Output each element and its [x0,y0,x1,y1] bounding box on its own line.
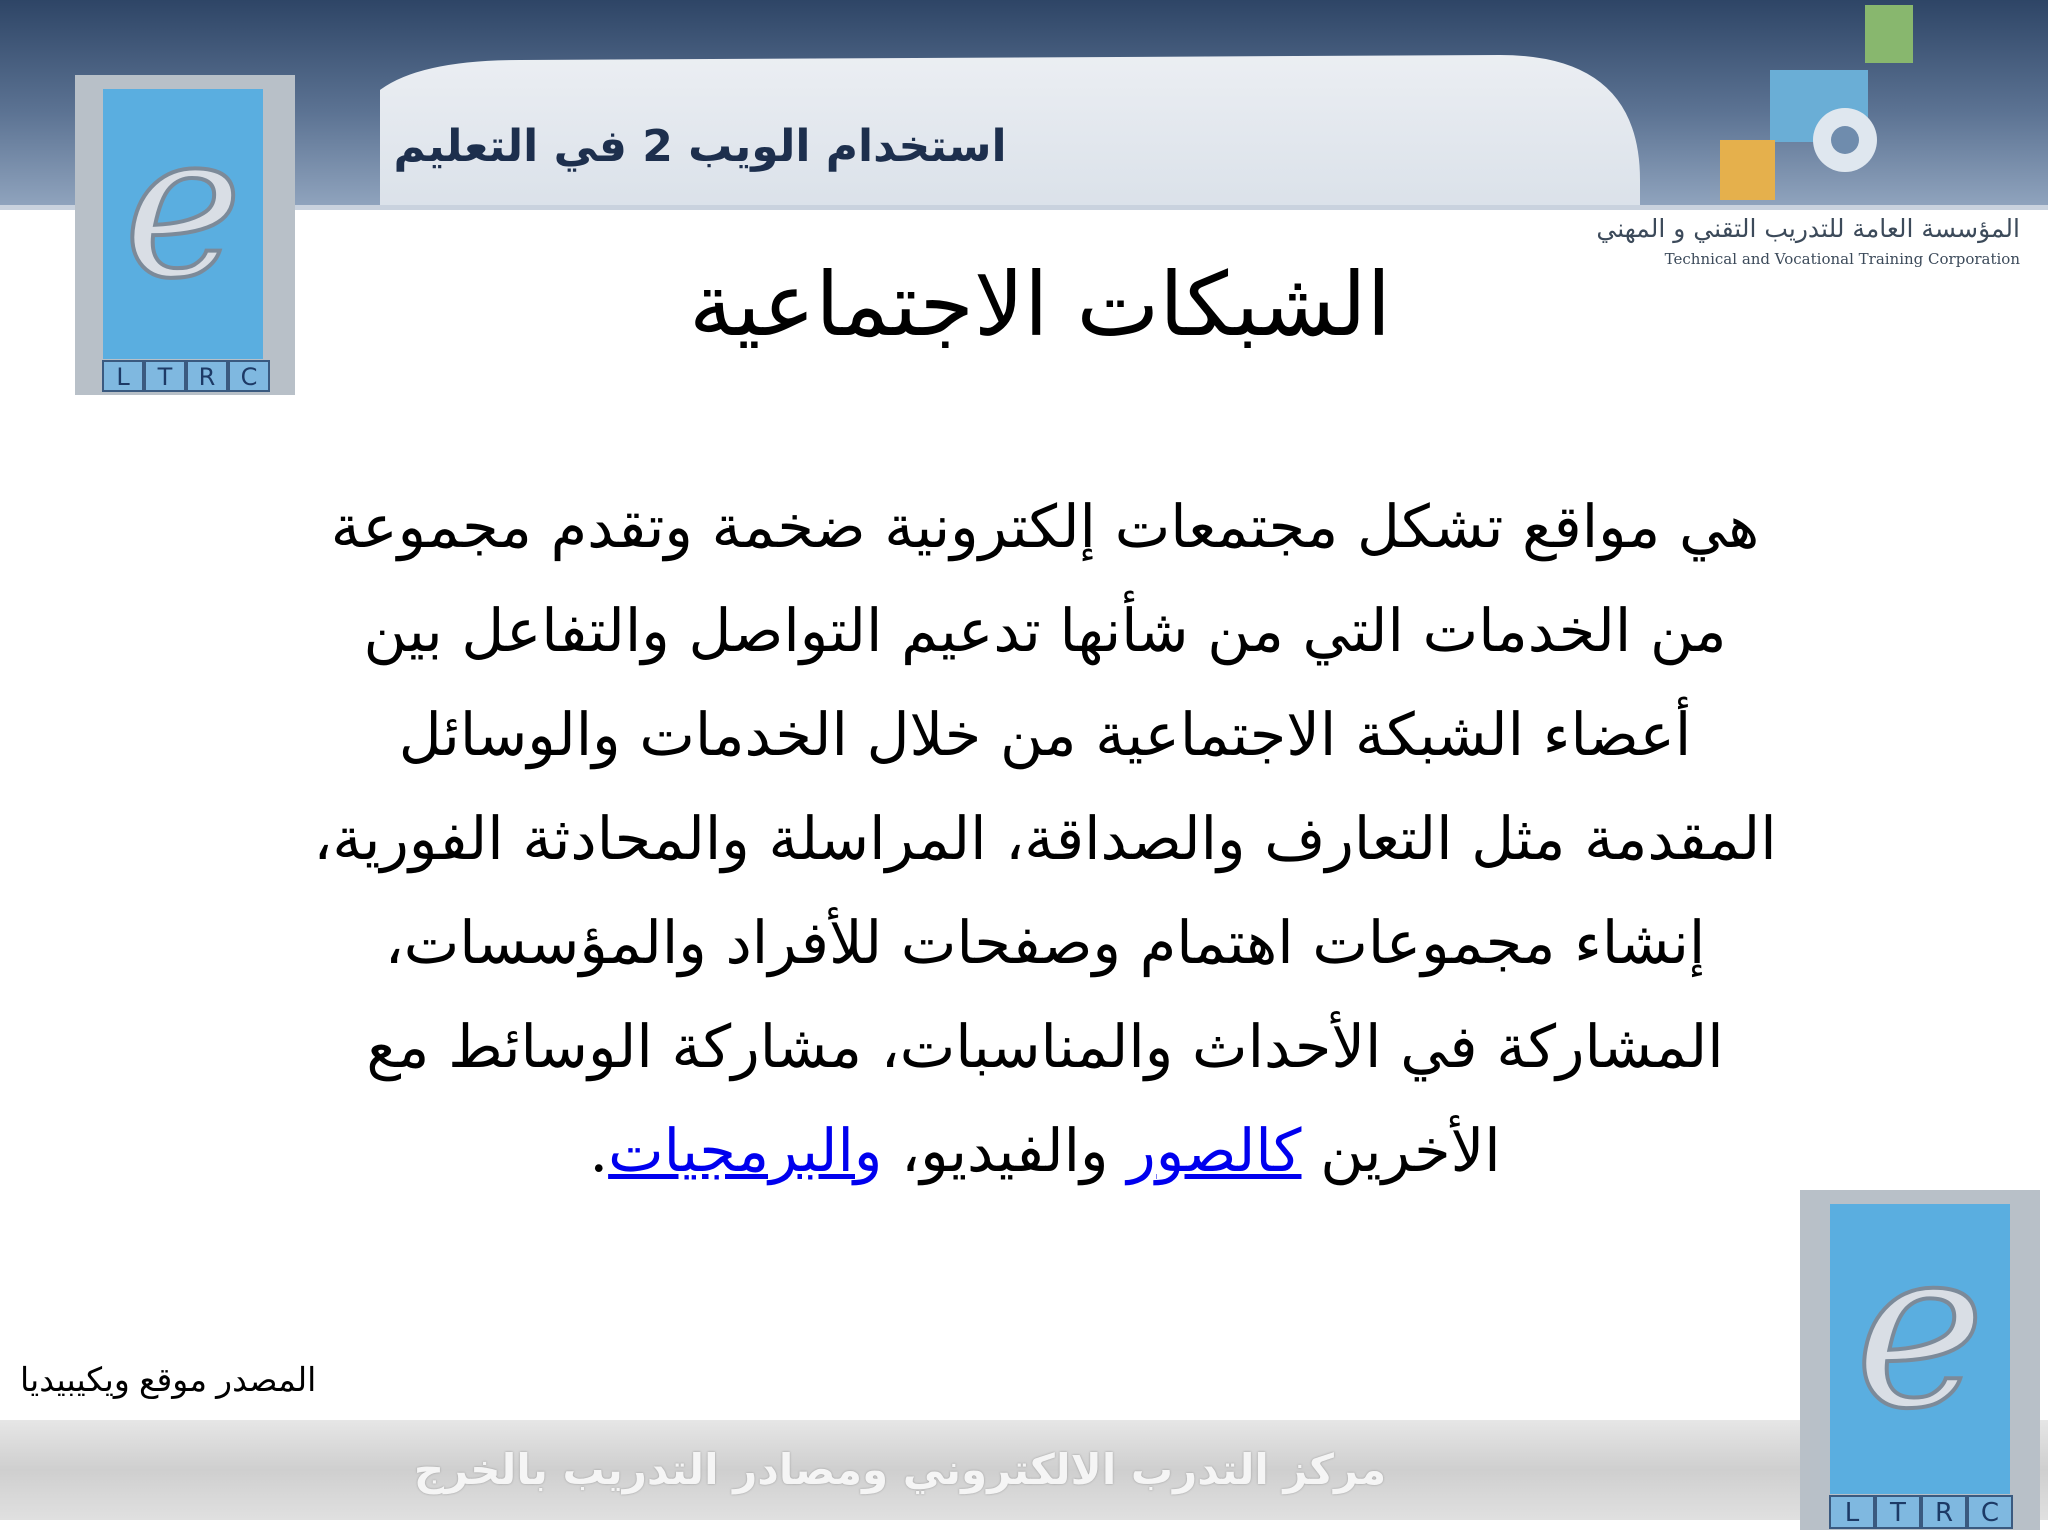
header-title: استخدام الويب 2 في التعليم [393,121,1007,172]
body-line: أعضاء الشبكة الاجتماعية من خلال الخدمات والوسائل [398,700,1692,769]
body-line: المشاركة في الأحداث والمناسبات، مشاركة الوسائط مع [366,1012,1724,1081]
photos-link[interactable]: كالصور [1127,1116,1302,1185]
ltrc-logo [75,75,295,395]
corporation-logo [1710,0,1930,210]
logo-letter: e [1854,1201,1986,1457]
logo-letter-r: R [198,363,216,391]
logo-letter-t: T [1890,1498,1906,1528]
body-text-middle: والفيديو، [901,1116,1109,1185]
body-line: من الخدمات التي من شأنها تدعيم التواصل والتفاعل بين [363,596,1727,665]
body-text-start: الأخرين [1320,1116,1501,1185]
logo-letter-c: C [240,363,258,391]
body-line-last [175,1099,1915,1203]
slide-title: الشبكات الاجتماعية [688,253,1392,356]
logo-letter: e [123,90,243,323]
software-link[interactable]: والبرمجيات [608,1116,883,1185]
logo-letter-l: L [1844,1498,1860,1528]
body-line: إنشاء مجموعات اهتمام وصفحات للأفراد والمؤسسات، [384,908,1706,977]
corporation-name-arabic: المؤسسة العامة للتدريب التقني و المهني [1596,214,2020,243]
logo-letter-r: R [1934,1498,1954,1528]
body-line: المقدمة مثل التعارف والصداقة، المراسلة والمحادثة الفورية، [313,804,1777,873]
slide-body [175,475,1915,1245]
logo-letter-c: C [1980,1498,2000,1528]
corporation-name-english: Technical and Vocational Training Corporation [1664,250,2020,268]
logo-letter-t: T [157,363,173,391]
logo-letter-l: L [116,363,130,391]
body-text-end: . [589,1116,609,1185]
source-note: المصدر موقع ويكيبيديا [20,1361,317,1398]
footer-text: مركز التدرب الالكتروني ومصادر التدريب بالخرج [413,1445,1387,1494]
body-line: هي مواقع تشكل مجتمعات إلكترونية ضخمة وتقدم مجموعة [330,492,1760,561]
ltrc-logo-bottom [1800,1190,2040,1530]
